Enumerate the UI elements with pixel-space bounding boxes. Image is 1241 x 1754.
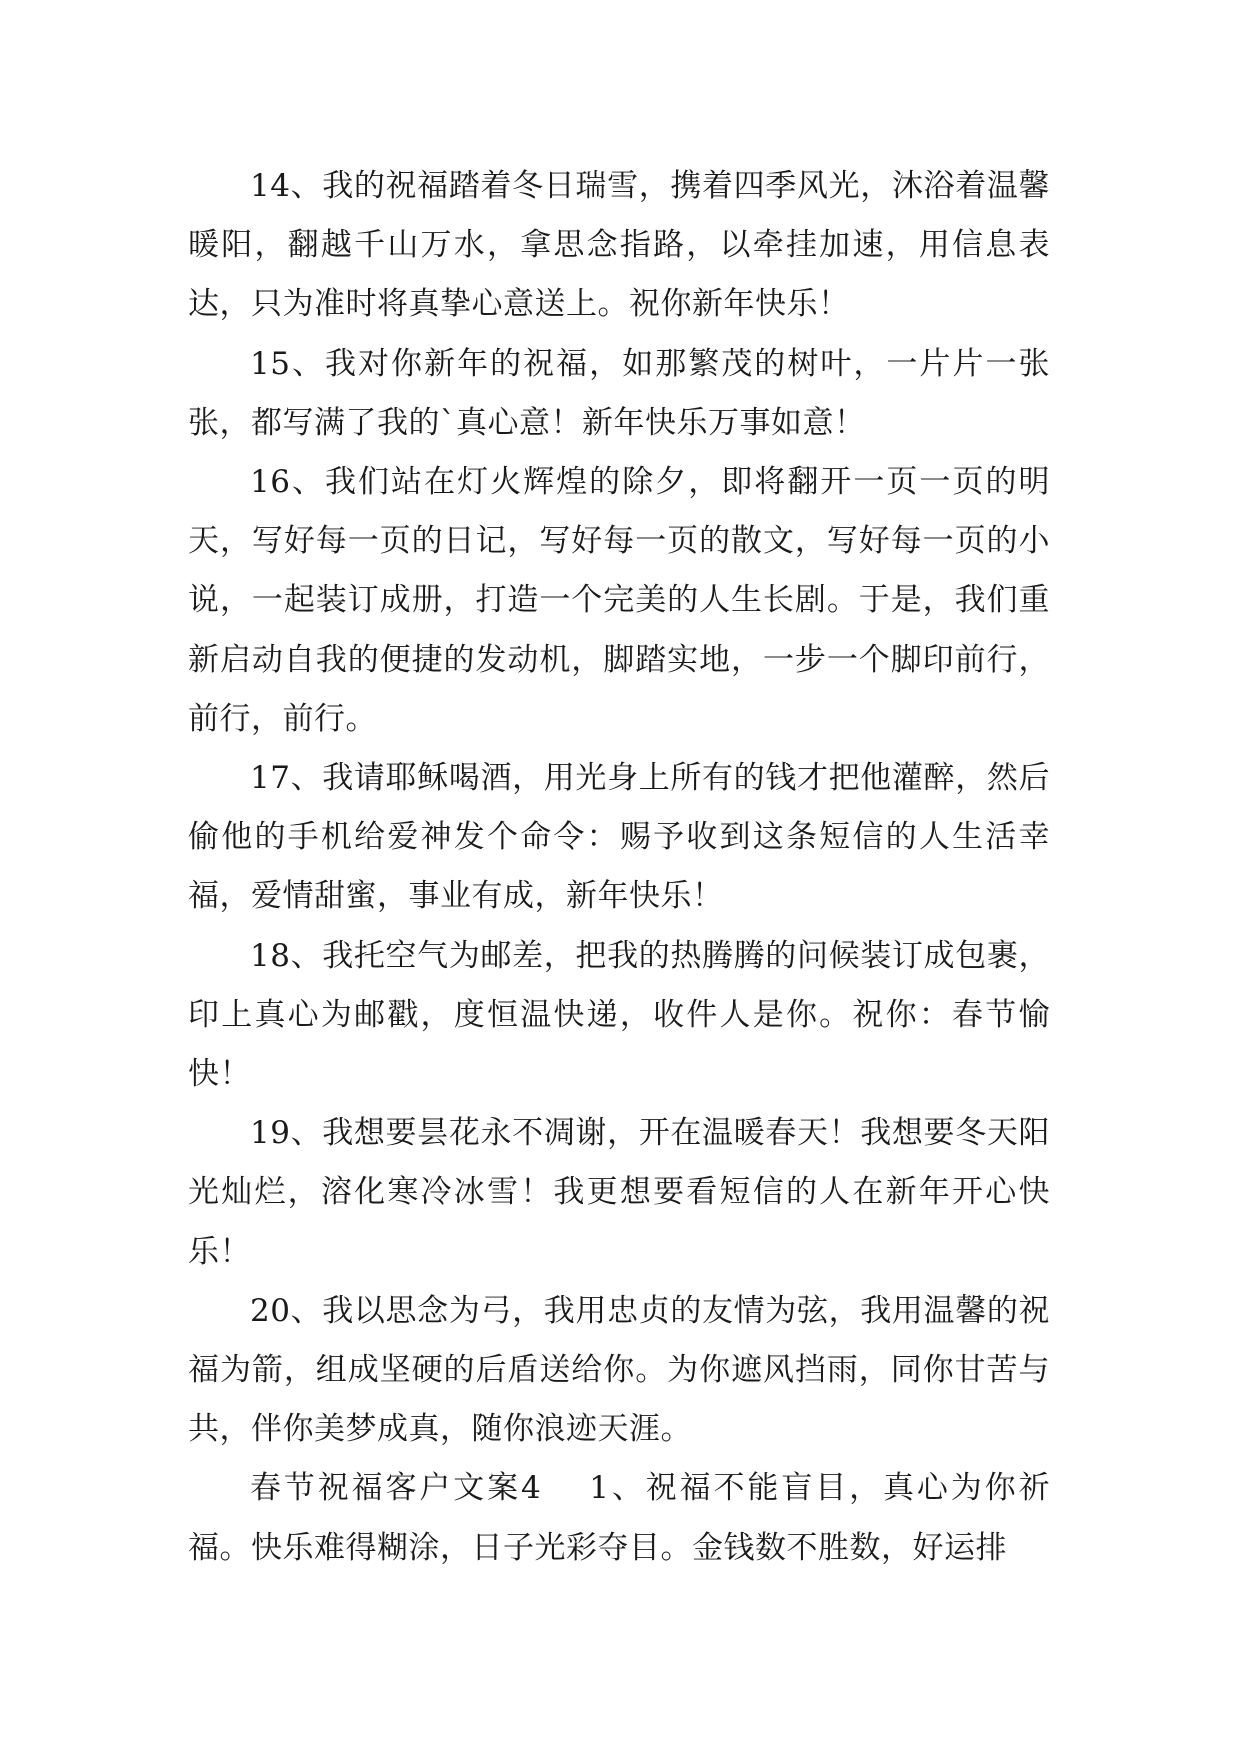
paragraph-16: 16、我们站在灯火辉煌的除夕，即将翻开一页一页的明天，写好每一页的日记，写好每一页的散文，写好每一页的小说，一起装订成册，打造一个完美的人生长剧。于是，我们重新启动自我的便捷的发动机，脚踏实地，一步一个脚印前行，前行，前行。 (188, 464, 1050, 737)
paragraph-17: 17、我请耶稣喝酒，用光身上所有的钱才把他灌醉，然后偷他的手机给爱神发个命令：赐予收到这条短信的人生活幸福，爱情甜蜜，事业有成，新年快乐！ (188, 760, 1050, 915)
section-heading: 春节祝福客户文案4 (250, 1470, 542, 1507)
paragraph-14: 14、我的祝福踏着冬日瑞雪，携着四季风光，沐浴着温馨暖阳，翻越千山万水，拿思念指路，以牵挂加速，用信息表达，只为准时将真挚心意送上。祝你新年快乐！ (188, 168, 1050, 323)
section-paragraph (188, 1459, 1050, 1577)
document-body (188, 157, 1050, 1578)
paragraph-15: 15、我对你新年的祝福，如那繁茂的树叶，一片片一张张，都写满了我的`真心意！新年快乐万事如意！ (188, 345, 1050, 441)
section-text: 1、祝福不能盲目，真心为你祈福。快乐难得糊涂，日子光彩夺目。金钱数不胜数，好运排 (188, 1470, 1050, 1566)
paragraph-19: 19、我想要昙花永不凋谢，开在温暖春天！我想要冬天阳光灿烂，溶化寒冷冰雪！我更想要看短信的人在新年开心快乐！ (188, 1115, 1050, 1270)
paragraph-20: 20、我以思念为弓，我用忠贞的友情为弦，我用温馨的祝福为箭，组成坚硬的后盾送给你。为你遮风挡雨，同你甘苦与共，伴你美梦成真，随你浪迹天涯。 (188, 1292, 1050, 1448)
paragraph-18: 18、我托空气为邮差，把我的热腾腾的问候装订成包裹，印上真心为邮戳，度恒温快递，收件人是你。祝你：春节愉快！ (188, 937, 1050, 1093)
